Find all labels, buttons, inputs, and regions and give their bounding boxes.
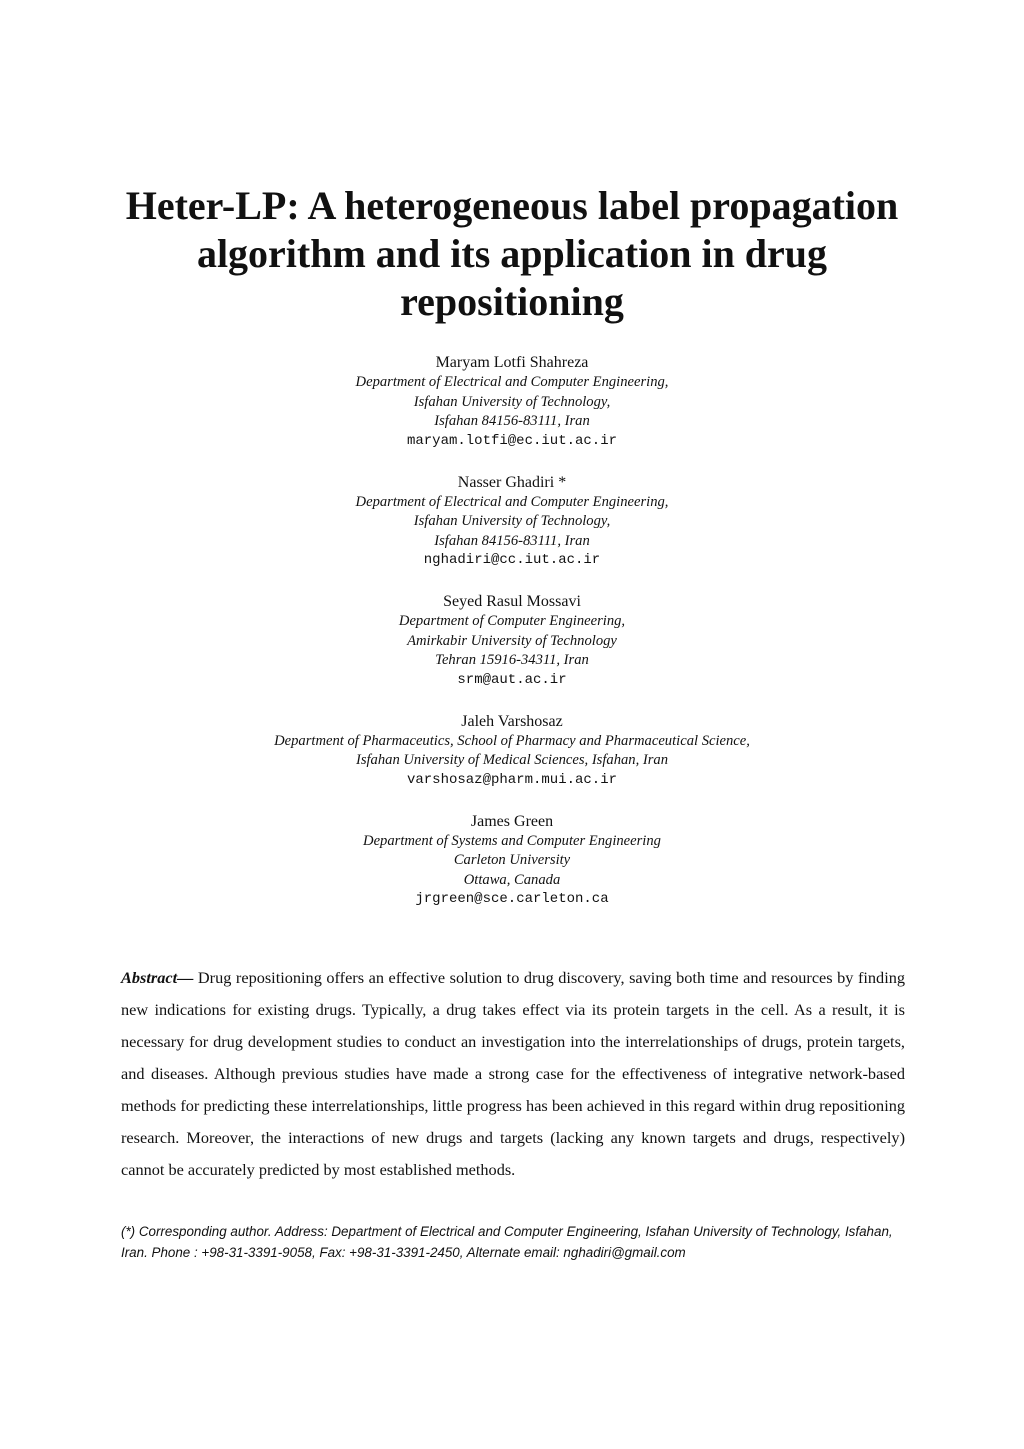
author-name: James Green (470, 812, 554, 830)
author-affiliation-line: Carleton University (453, 852, 571, 868)
abstract (121, 962, 905, 1186)
title-line: repositioning (400, 279, 624, 324)
author-name: Nasser Ghadiri * (457, 473, 567, 491)
author-affiliation-line: Department of Electrical and Computer Engineering, (355, 374, 669, 390)
title-line: algorithm and its application in drug (196, 231, 828, 276)
author-name: Seyed Rasul Mossavi (443, 593, 581, 610)
author-affiliation-line: Ottawa, Canada (463, 871, 561, 888)
author-affiliation-line: Isfahan 84156-83111, Iran (434, 532, 590, 549)
author-block (100, 811, 924, 910)
author-affiliation-line: Amirkabir University of Technology (407, 632, 617, 649)
author-block (100, 352, 924, 451)
author-list (100, 352, 924, 930)
author-affiliation-line: Isfahan University of Technology, (413, 513, 611, 529)
abstract-text: Drug repositioning offers an effective solution to drug discovery, saving both time and resources by finding new indications for existing drugs. Typically, a drug takes effect via its protein targets in the cell. As a result, it is necessary for drug development studies to conduct an investigation into the interrelationships of drugs, protein targets, and diseases. Although previous studies have made a strong case for the effectiveness of integrative network-based methods for predicting these interrelationships, little progress has been achieved in this regard within drug repositioning research. Moreover, the interactions of new drugs and targets (lacking any known targets and drugs, respectively) cannot be accurately predicted by most established methods. (121, 968, 906, 1179)
author-email: srm@aut.ac.ir (457, 671, 567, 688)
author-block (100, 711, 924, 790)
author-affiliation-line: Isfahan University of Technology, (413, 393, 611, 410)
author-affiliation-line: Department of Pharmaceutics, School of Pharmacy and Pharmaceutical Science, (274, 732, 750, 749)
author-affiliation-line: Isfahan University of Medical Sciences, Isfahan, Iran (355, 752, 669, 768)
author-affiliation-line: Department of Computer Engineering, (398, 613, 626, 629)
author-block (100, 472, 924, 571)
author-email: maryam.lotfi@ec.iut.ac.ir (406, 432, 618, 449)
author-email: jrgreen@sce.carleton.ca (415, 891, 609, 907)
author-block (100, 591, 924, 690)
paper-title (100, 182, 924, 326)
corresponding-author-footnote: (*) Corresponding author. Address: Department of Electrical and Computer Engineering, Isfahan University of Technology, Isfahan, Iran. Phone : +98-31-3391-9058, Fax: +98-31-3391-2450, Alternate email: nghadiri@gmail.com (121, 1224, 893, 1260)
author-email: varshosaz@pharm.mui.ac.ir (406, 771, 618, 788)
title-line: Heter-LP: A heterogeneous label propagation (125, 183, 899, 228)
author-affiliation-line: Tehran 15916-34311, Iran (435, 652, 589, 668)
author-name: Jaleh Varshosaz (461, 712, 563, 730)
author-email: nghadiri@cc.iut.ac.ir (423, 552, 601, 568)
author-affiliation-line: Isfahan 84156-83111, Iran (434, 413, 590, 429)
author-name: Maryam Lotfi Shahreza (435, 354, 589, 371)
author-affiliation-line: Department of Electrical and Computer Engineering, (355, 493, 669, 510)
abstract-heading: Abstract— (121, 968, 194, 987)
author-affiliation-line: Department of Systems and Computer Engineering (363, 832, 661, 849)
